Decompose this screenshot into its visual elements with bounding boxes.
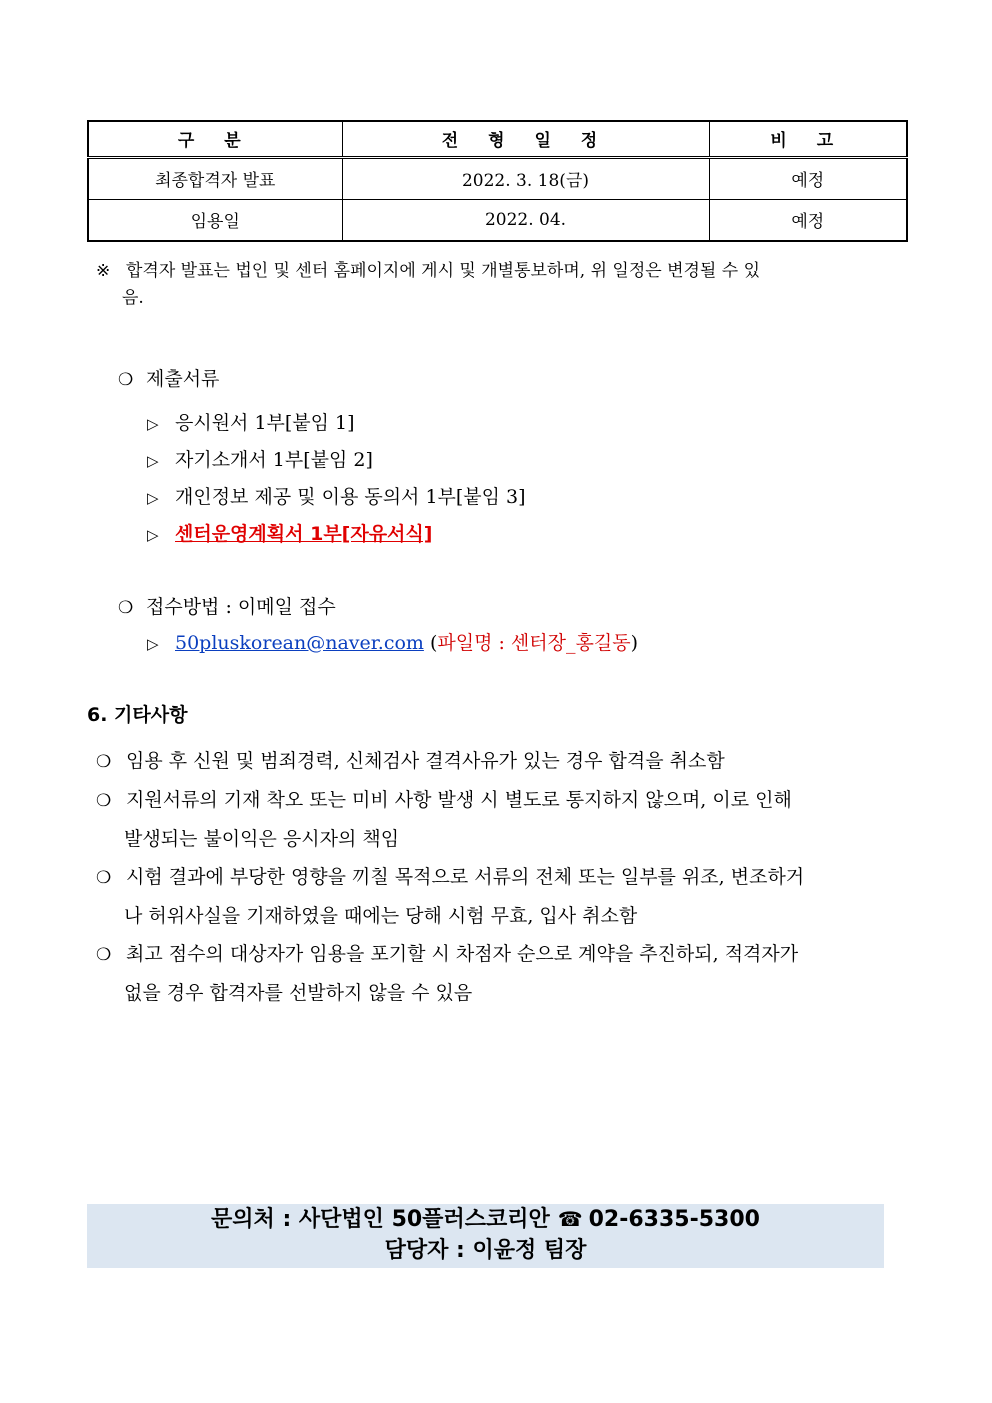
reference-mark-icon: ※	[96, 261, 111, 281]
note-line-continued: 없을 경우 합격자를 선발하지 않을 수 있음	[124, 982, 473, 1004]
contact-line1	[87, 1204, 884, 1235]
circle-bullet-icon: ❍	[118, 370, 134, 390]
document-item-3: 개인정보 제공 및 이용 동의서 1부[붙임 3]	[175, 486, 526, 508]
header-remarks: 비 고	[709, 121, 907, 157]
section-title: 6. 기타사항	[87, 704, 188, 726]
triangle-bullet-icon: ▷	[147, 452, 159, 470]
list-item	[147, 446, 373, 475]
reception-title: 접수방법 : 이메일 접수	[146, 596, 336, 618]
note-line: 시험 결과에 부당한 영향을 끼칠 목적으로 서류의 전체 또는 일부를 위조, 변조하거	[126, 866, 805, 888]
email-link[interactable]: 50pluskorean@naver.com	[175, 632, 424, 654]
list-item	[96, 781, 908, 858]
triangle-bullet-icon: ▷	[147, 415, 159, 433]
document-item-4-highlight: 센터운영계획서 1부[자유서식]	[175, 523, 433, 545]
note-text-line1: 합격자 발표는 법인 및 센터 홈페이지에 게시 및 개별통보하며, 위 일정은 변경될 수 있	[126, 261, 761, 281]
table-cell: 예정	[709, 199, 907, 241]
circle-bullet-icon: ❍	[96, 945, 112, 965]
circle-bullet-icon: ❍	[118, 598, 134, 618]
circle-bullet-icon: ❍	[96, 791, 112, 811]
other-notes-list	[96, 742, 908, 1012]
schedule-table	[87, 120, 908, 242]
list-item	[96, 742, 908, 781]
list-item	[96, 935, 908, 1012]
document-item-2: 자기소개서 1부[붙임 2]	[175, 449, 373, 471]
table-cell: 2022. 3. 18(금)	[342, 157, 709, 199]
circle-bullet-icon: ❍	[96, 868, 112, 888]
schedule-note	[96, 258, 908, 312]
note-text-line2: 음.	[122, 288, 144, 308]
list-item	[147, 483, 526, 512]
header-category: 구 분	[88, 121, 342, 157]
contact-phone: 02-6335-5300	[588, 1207, 760, 1232]
note-line: 지원서류의 기재 착오 또는 미비 사항 발생 시 별도로 통지하지 않으며, 이로 인해	[126, 789, 792, 811]
documents-title: 제출서류	[146, 368, 220, 390]
reception-heading	[118, 593, 336, 622]
triangle-bullet-icon: ▷	[147, 489, 159, 507]
list-item	[147, 629, 638, 658]
documents-heading	[118, 365, 219, 394]
table-row	[88, 199, 907, 241]
note-line: 최고 점수의 대상자가 임용을 포기할 시 차점자 순으로 계약을 추진하되, 적격자가	[126, 943, 799, 965]
list-item	[147, 409, 355, 438]
close-paren: )	[630, 632, 638, 654]
contact-organization: 문의처 : 사단법인 50플러스코리안	[211, 1207, 550, 1232]
contact-person: 담당자 : 이윤정 팀장	[384, 1238, 587, 1263]
circle-bullet-icon: ❍	[96, 752, 112, 772]
list-item	[96, 858, 908, 935]
note-line: 임용 후 신원 및 범죄경력, 신체검사 결격사유가 있는 경우 합격을 취소함	[126, 750, 725, 772]
phone-icon: ☎	[557, 1207, 583, 1231]
filename-note: 파일명 : 센터장_홍길동	[437, 632, 631, 654]
header-schedule: 전 형 일 정	[342, 121, 709, 157]
contact-box	[87, 1204, 884, 1268]
table-cell: 임용일	[88, 199, 342, 241]
table-header-row	[88, 121, 907, 157]
triangle-bullet-icon: ▷	[147, 526, 159, 544]
note-line-continued: 나 허위사실을 기재하였을 때에는 당해 시험 무효, 입사 취소함	[124, 905, 638, 927]
list-item	[147, 520, 432, 549]
note-line-continued: 발생되는 불이익은 응시자의 책임	[124, 828, 400, 850]
triangle-bullet-icon: ▷	[147, 635, 159, 653]
document-item-1: 응시원서 1부[붙임 1]	[175, 412, 355, 434]
open-paren: (	[429, 632, 438, 654]
table-cell: 예정	[709, 157, 907, 199]
table-cell: 최종합격자 발표	[88, 157, 342, 199]
table-cell: 2022. 04.	[342, 199, 709, 241]
table-row	[88, 157, 907, 199]
